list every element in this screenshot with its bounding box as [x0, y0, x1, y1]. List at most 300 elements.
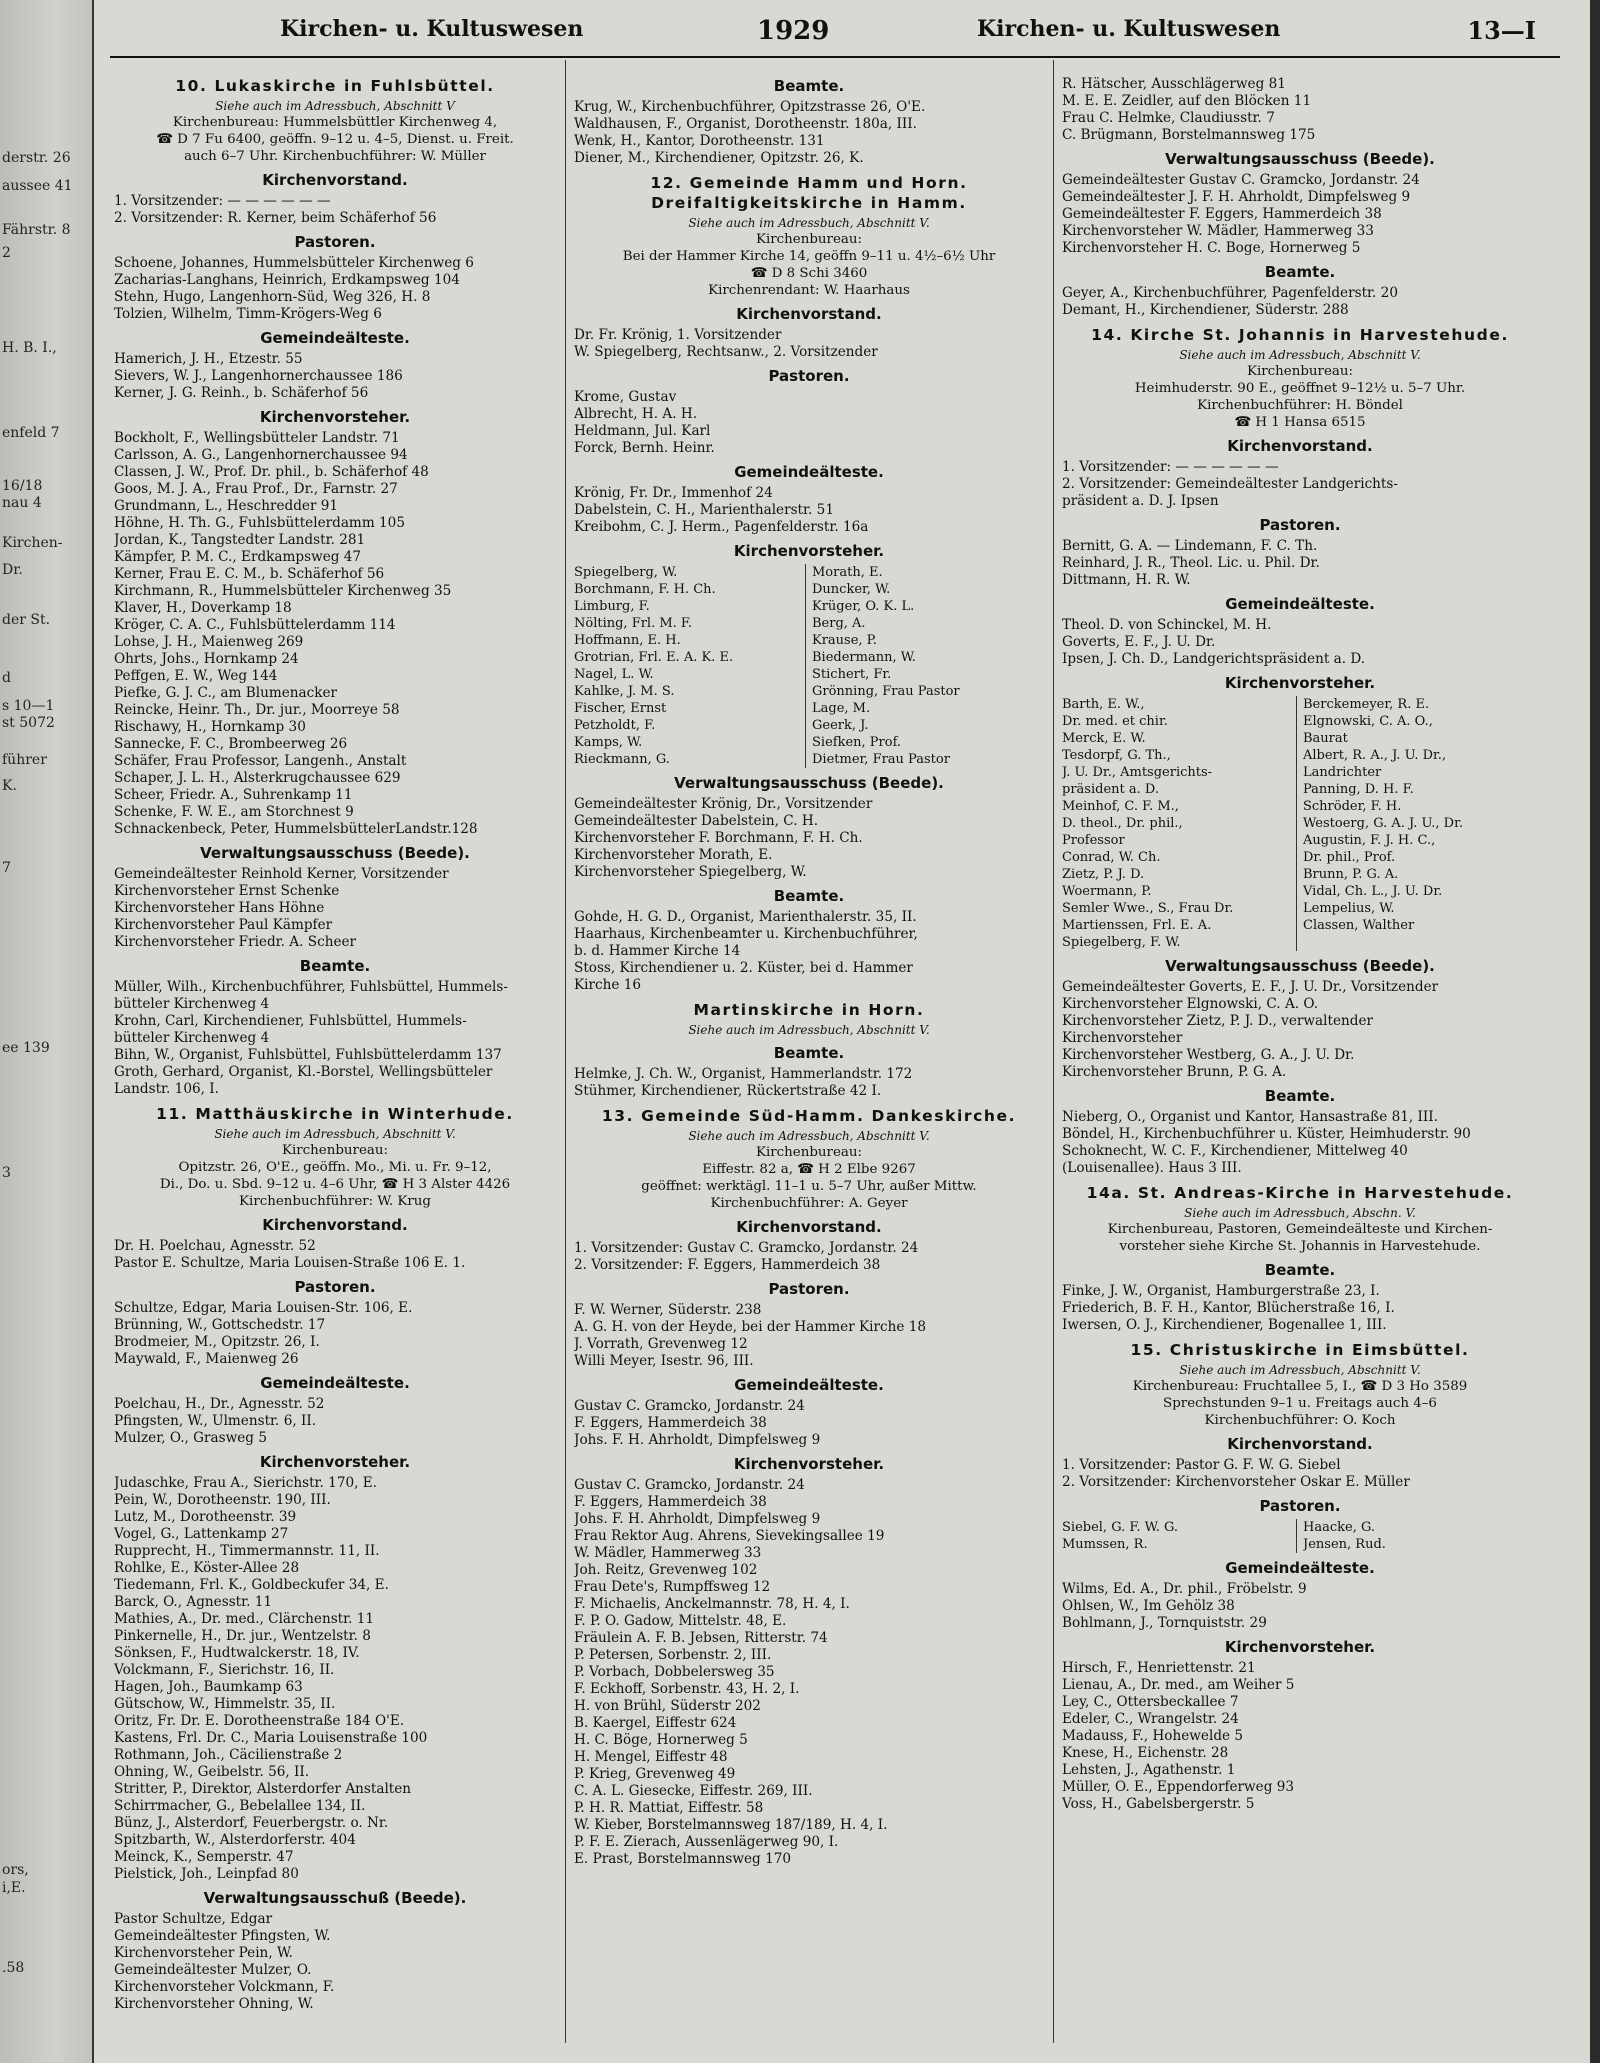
entry-line: Mulzer, O., Grasweg 5 [114, 1430, 267, 1446]
list-column [1303, 696, 1538, 951]
entry-line: W. Spiegelberg, Rechtsanw., 2. Vorsitzender [574, 344, 878, 360]
office-info: Eiffestr. 82 a, ☎ H 2 Elbe 9267 [702, 1162, 916, 1177]
column-2 [574, 70, 1044, 2043]
entry-line: Stichert, Fr. [812, 667, 892, 682]
entry-line: Tesdorpf, G. Th., [1062, 748, 1171, 763]
office-info: Kirchenbureau: [281, 1143, 388, 1158]
entry-line: Johs. F. H. Ahrholdt, Dimpfelsweg 9 [574, 1511, 821, 1527]
entry-line: Finke, J. W., Organist, Hamburgerstraße 23, I. [1062, 1283, 1380, 1299]
entry-line: Volckmann, F., Sierichstr. 16, II. [114, 1662, 335, 1678]
entry-line: bütteler Kirchenweg 4 [114, 1030, 270, 1046]
entry-line: Grundmann, L., Heschredder 91 [114, 498, 339, 514]
entry-line: 2. Vorsitzender: Kirchenvorsteher Oskar E. Müller [1062, 1474, 1410, 1490]
entry-line: Kirchmann, R., Hummelsbütteler Kirchenweg 35 [114, 583, 452, 599]
group-heading: Kirchenvorstand. [262, 1216, 408, 1234]
entry-line: 1. Vorsitzender: — — — — — — [1062, 459, 1279, 475]
group-heading: Gemeindeälteste. [260, 1374, 410, 1392]
office-info: Kirchenbureau: Hummelsbüttler Kirchenweg 4, [172, 115, 498, 130]
entry-line: Semler Wwe., S., Frau Dr. [1062, 901, 1234, 916]
church-section [574, 1106, 1044, 1868]
column-divider [565, 60, 566, 2043]
entry-line: Bockholt, F., Wellingsbütteler Landstr. 71 [114, 430, 400, 446]
entry-line: M. E. E. Zeidler, auf den Blöcken 11 [1062, 93, 1312, 109]
entry-line: Biedermann, W. [812, 650, 916, 665]
entry-group [574, 1217, 1044, 1274]
entry-line: Westoerg, G. A. J. U., Dr. [1303, 816, 1464, 831]
office-info: Kirchenbureau: [755, 1145, 862, 1160]
entry-group [114, 328, 556, 402]
entry-line: Bernitt, G. A. — Lindemann, F. C. Th. [1062, 538, 1318, 554]
entry-line: Dittmann, H. R. W. [1062, 572, 1191, 588]
entry-line: Spitzbarth, W., Alsterdorferstr. 404 [114, 1832, 356, 1848]
entry-line: Albert, R. A., J. U. Dr., [1303, 748, 1447, 763]
group-heading: Pastoren. [1259, 1497, 1341, 1515]
entry-line: Lutz, M., Dorotheenstr. 39 [114, 1509, 297, 1525]
entry-line: Woermann, P. [1062, 884, 1152, 899]
margin-fragment: .58 [2, 1960, 25, 1976]
entry-line: Kerner, J. G. Reinh., b. Schäferhof 56 [114, 385, 369, 401]
entry-line: Johs. F. H. Ahrholdt, Dimpfelsweg 9 [574, 1432, 821, 1448]
section-title: 12. Gemeinde Hamm und Horn. Dreifaltigkeitskirche in Hamm. [650, 174, 968, 212]
entry-line: Pastor E. Schultze, Maria Louisen-Straße 106 E. 1. [114, 1255, 466, 1271]
entry-line: Stritter, P., Direktor, Alsterdorfer Anstalten [114, 1781, 412, 1797]
entry-line: Kamps, W. [574, 735, 643, 750]
header-year: 1929 [757, 16, 830, 46]
entry-line: Mumssen, R. [1062, 1537, 1148, 1552]
entry-group [574, 1454, 1044, 1868]
group-heading: Verwaltungsausschuss (Beede). [674, 774, 944, 792]
see-also-note: Siehe auch im Adressbuch, Abschn. V. [1184, 1206, 1416, 1220]
entry-line: Landstr. 106, I. [114, 1081, 219, 1097]
entry-line: Gemeindeältester Goverts, E. F., J. U. Dr., Vorsitzender [1062, 979, 1439, 995]
entry-line: Gütschow, W., Himmelstr. 35, II. [114, 1696, 336, 1712]
group-heading: Verwaltungsausschuß (Beede). [203, 1889, 467, 1907]
entry-group [1062, 1496, 1538, 1553]
entry-line: Höhne, H. Th. G., Fuhlsbüttelerdamm 105 [114, 515, 405, 531]
entry-line: Kreibohm, C. J. Herm., Pagenfelderstr. 16a [574, 519, 869, 535]
entry-group [114, 232, 556, 323]
entry-line: C. A. L. Giesecke, Eiffestr. 269, III. [574, 1783, 813, 1799]
entry-line: Frau Dete's, Rumpffsweg 12 [574, 1579, 771, 1595]
entry-line: W. Mädler, Hammerweg 33 [574, 1545, 762, 1561]
entry-line: Spiegelberg, W. [574, 565, 678, 580]
entry-line: Judaschke, Frau A., Sierichstr. 170, E. [114, 1475, 378, 1491]
entry-line: A. G. H. von der Heyde, bei der Hammer Kirche 18 [574, 1319, 927, 1335]
section-title: 10. Lukaskirche in Fuhlsbüttel. [175, 77, 495, 95]
group-heading: Verwaltungsausschuss (Beede). [1165, 957, 1435, 975]
list-column [812, 564, 1044, 768]
church-section [574, 1000, 1044, 1100]
entry-line: Gemeindeältester Mulzer, O. [114, 1962, 312, 1978]
entry-line: Ipsen, J. Ch. D., Landgerichtspräsident a. D. [1062, 651, 1366, 667]
entry-line: Kahlke, J. M. S. [574, 684, 675, 699]
entry-line: Scheer, Friedr. A., Suhrenkamp 11 [114, 787, 353, 803]
column-divider [1053, 60, 1054, 2043]
entry-line: Stehn, Hugo, Langenhorn-Süd, Weg 326, H. 8 [114, 289, 431, 305]
entry-line: Ohrts, Johs., Hornkamp 24 [114, 651, 299, 667]
column-1 [114, 70, 556, 2043]
entry-line: Krohn, Carl, Kirchendiener, Fuhlsbüttel, Hummels- [114, 1013, 467, 1029]
entry-line: Rothmann, Joh., Cäcilienstraße 2 [114, 1747, 343, 1763]
entry-line: H. C. Böge, Hornerweg 5 [574, 1732, 748, 1748]
header-right: Kirchen- u. Kultuswesen [977, 16, 1281, 42]
entry-line: Theol. D. von Schinckel, M. H. [1062, 617, 1272, 633]
entry-line: Kastens, Frl. Dr. C., Maria Louisenstraße 100 [114, 1730, 428, 1746]
entry-line: Tiedemann, Frl. K., Goldbeckufer 34, E. [114, 1577, 389, 1593]
entry-line: Krause, P. [812, 633, 877, 648]
margin-fragment: der St. [2, 612, 51, 628]
entry-line: Borchmann, F. H. Ch. [574, 582, 716, 597]
entry-group [574, 462, 1044, 536]
entry-line: Stoss, Kirchendiener u. 2. Küster, bei d. Hammer [574, 960, 913, 976]
church-section [1062, 1340, 1538, 1813]
entry-group [1062, 515, 1538, 589]
entry-line: Barck, O., Agnesstr. 11 [114, 1594, 273, 1610]
list-column [1062, 696, 1297, 951]
entry-line: Meinck, K., Semperstr. 47 [114, 1849, 294, 1865]
list-column [1062, 1519, 1297, 1553]
office-info: Kirchenbureau: [1246, 364, 1353, 379]
entry-line: Jensen, Rud. [1303, 1537, 1386, 1552]
entry-line: Ohlsen, W., Im Gehölz 38 [1062, 1598, 1235, 1614]
entry-line: Kirchenvorsteher Zietz, P. J. D., verwaltender [1062, 1013, 1374, 1029]
entry-line: Voss, H., Gabelsbergerstr. 5 [1062, 1796, 1255, 1812]
entry-line: Vogel, G., Lattenkamp 27 [114, 1526, 289, 1542]
entry-line: Gemeindeältester Pfingsten, W. [114, 1928, 331, 1944]
group-heading: Beamte. [299, 957, 371, 975]
section-title: 13. Gemeinde Süd-Hamm. Dankeskirche. [601, 1107, 1017, 1125]
group-heading: Beamte. [773, 1044, 845, 1062]
entry-line: Grotrian, Frl. E. A. K. E. [574, 650, 734, 665]
church-section [1062, 325, 1538, 1177]
entry-group [114, 407, 556, 838]
entry-line: Demant, H., Kirchendiener, Süderstr. 288 [1062, 302, 1349, 318]
entry-line: 1. Vorsitzender: — — — — — — [114, 193, 331, 209]
entry-line: F. Eggers, Hammerdeich 38 [574, 1415, 767, 1431]
entry-group [1062, 594, 1538, 668]
entry-line: Brunn, P. G. A. [1303, 867, 1399, 882]
list-column [1303, 1519, 1538, 1553]
entry-group [574, 773, 1044, 881]
entry-line: Dabelstein, C. H., Marienthalerstr. 51 [574, 502, 834, 518]
group-heading: Pastoren. [768, 367, 850, 385]
entry-line: Lage, M. [812, 701, 871, 716]
office-info: ☎ D 7 Fu 6400, geöffn. 9–12 u. 4–5, Dienst. u. Freit. [156, 132, 514, 147]
entry-line: B. Kaergel, Eiffestr 624 [574, 1715, 737, 1731]
margin-fragment: 16/18 [2, 478, 43, 494]
office-info: Sprechstunden 9–1 u. Freitags auch 4–6 [1163, 1396, 1437, 1411]
entry-group [1062, 1434, 1538, 1491]
entry-line: Wenk, H., Kantor, Dorotheenstr. 131 [574, 133, 825, 149]
entry-line: Kirchenvorsteher Ohning, W. [114, 1996, 314, 2012]
entry-line: Fräulein A. F. B. Jebsen, Ritterstr. 74 [574, 1630, 828, 1646]
margin-fragment: 3 [2, 1165, 11, 1181]
margin-fragment: i,E. [2, 1880, 26, 1896]
two-column-list [574, 564, 1044, 768]
section-title: Martinskirche in Horn. [693, 1001, 925, 1019]
group-heading: Beamte. [773, 887, 845, 905]
entry-line: Pastor Schultze, Edgar [114, 1911, 273, 1927]
office-info: geöffnet: werktägl. 11–1 u. 5–7 Uhr, außer Mittw. [641, 1179, 977, 1194]
entry-line: Panning, D. H. F. [1303, 782, 1414, 797]
church-section [1062, 1183, 1538, 1334]
church-section [1062, 76, 1538, 319]
entry-line: Heldmann, Jul. Karl [574, 423, 711, 439]
entry-line: Kirchenvorsteher Volckmann, F. [114, 1979, 335, 1995]
entry-line: 1. Vorsitzender: Gustav C. Gramcko, Jordanstr. 24 [574, 1240, 919, 1256]
adjacent-page-margin [0, 0, 94, 2063]
margin-fragment: enfeld 7 [2, 425, 60, 441]
entry-line: C. Brügmann, Borstelmannsweg 175 [1062, 127, 1316, 143]
entry-line: Kirchenvorsteher Brunn, P. G. A. [1062, 1064, 1287, 1080]
entry-line: Tolzien, Wilhelm, Timm-Krögers-Weg 6 [114, 306, 382, 322]
entry-group [114, 1277, 556, 1368]
office-info: auch 6–7 Uhr. Kirchenbuchführer: W. Müller [184, 149, 486, 164]
entry-line: F. Eggers, Hammerdeich 38 [574, 1494, 767, 1510]
entry-line: Diener, M., Kirchendiener, Opitzstr. 26, K. [574, 150, 864, 166]
entry-line: Edeler, C., Wrangelstr. 24 [1062, 1711, 1239, 1727]
entry-line: P. Krieg, Grevenweg 49 [574, 1766, 736, 1782]
entry-line: Gemeindeältester Dabelstein, C. H. [574, 813, 819, 829]
group-heading: Beamte. [773, 77, 845, 95]
group-heading: Gemeindeälteste. [260, 329, 410, 347]
office-info: Bei der Hammer Kirche 14, geöffn 9–11 u. 4½–6½ Uhr [622, 249, 996, 264]
group-heading: Kirchenvorstand. [736, 305, 882, 323]
entry-line: Poelchau, H., Dr., Agnesstr. 52 [114, 1396, 325, 1412]
entry-line: Klaver, H., Doverkamp 18 [114, 600, 292, 616]
group-heading: Kirchenvorsteher. [1224, 674, 1376, 692]
entry-group [574, 76, 1044, 167]
entry-line: bütteler Kirchenweg 4 [114, 996, 270, 1012]
office-info: Kirchenbuchführer: O. Koch [1204, 1413, 1396, 1428]
entry-line: Pfingsten, W., Ulmenstr. 6, II. [114, 1413, 317, 1429]
entry-line: Dr. H. Poelchau, Agnesstr. 52 [114, 1238, 316, 1254]
see-also-note: Siehe auch im Adressbuch, Abschnitt V. [214, 1127, 456, 1141]
group-heading: Pastoren. [294, 233, 376, 251]
entry-line: Kirchenvorsteher Elgnowski, C. A. O. [1062, 996, 1319, 1012]
entry-line: Rupprecht, H., Timmermannstr. 11, II. [114, 1543, 380, 1559]
entry-line: Dr. phil., Prof. [1303, 850, 1396, 865]
entry-line: Vidal, Ch. L., J. U. Dr. [1303, 884, 1443, 899]
entry-line: Classen, Walther [1303, 918, 1415, 933]
entry-line: H. Mengel, Eiffestr 48 [574, 1749, 728, 1765]
margin-fragment: Kirchen- [2, 535, 63, 551]
margin-fragment: Fährstr. 8 [2, 222, 71, 238]
entry-group [1062, 1260, 1538, 1334]
entry-line: Kirchenvorsteher Westberg, G. A., J. U. Dr. [1062, 1047, 1355, 1063]
page-number: 13—I [1467, 16, 1536, 45]
entry-line: Krüger, O. K. L. [812, 599, 915, 614]
entry-line: Martienssen, Frl. E. A. [1062, 918, 1212, 933]
entry-line: P. F. E. Zierach, Aussenlägerweg 90, I. [574, 1834, 839, 1850]
entry-group [1062, 436, 1538, 510]
entry-line: Schirrmacher, G., Bebelallee 134, II. [114, 1798, 366, 1814]
office-info: Kirchenbuchführer: W. Krug [239, 1194, 431, 1209]
entry-line: Waldhausen, F., Organist, Dorotheenstr. 180a, III. [574, 116, 917, 132]
page-edge-shadow [1590, 0, 1600, 2063]
office-info: Kirchenbureau, Pastoren, Gemeindeälteste und Kirchen- [1107, 1222, 1493, 1237]
entry-line: Sönksen, F., Hudtwalckerstr. 18, IV. [114, 1645, 360, 1661]
entry-line: Zietz, P. J. D. [1062, 867, 1145, 882]
entry-line: Lempelius, W. [1303, 901, 1395, 916]
entry-line: Schoene, Johannes, Hummelsbütteler Kirchenweg 6 [114, 255, 474, 271]
entry-line: Kirchenvorsteher Pein, W. [114, 1945, 293, 1961]
group-heading: Pastoren. [294, 1278, 376, 1296]
margin-fragment: ors, [2, 1862, 29, 1878]
group-heading: Beamte. [1264, 1087, 1336, 1105]
entry-line: Carlsson, A. G., Langenhornerchaussee 94 [114, 447, 408, 463]
group-heading: Gemeindeälteste. [1225, 595, 1375, 613]
entry-line: Dietmer, Frau Pastor [812, 752, 950, 767]
list-column [574, 564, 806, 768]
entry-line: Hoffmann, E. H. [574, 633, 681, 648]
entry-line: Hamerich, J. H., Etzestr. 55 [114, 351, 303, 367]
entry-line: Dr. med. et chir. [1062, 714, 1168, 729]
entry-group [114, 956, 556, 1098]
entry-line: Sievers, W. J., Langenhornerchaussee 186 [114, 368, 403, 384]
see-also-note: Siehe auch im Adressbuch, Abschnitt V. [688, 1023, 930, 1037]
entry-line: P. Petersen, Sorbenstr. 2, III. [574, 1647, 772, 1663]
entry-line: Conrad, W. Ch. [1062, 850, 1161, 865]
entry-line: Nölting, Frl. M. F. [574, 616, 693, 631]
entry-line: Hirsch, F., Henriettenstr. 21 [1062, 1660, 1256, 1676]
entry-line: E. Prast, Borstelmannsweg 170 [574, 1851, 792, 1867]
entry-line: Krome, Gustav [574, 389, 677, 405]
entry-line: 1. Vorsitzender: Pastor G. F. W. G. Siebel [1062, 1457, 1341, 1473]
entry-line: Rieckmann, G. [574, 752, 670, 767]
entry-line: Kirchenvorsteher F. Borchmann, F. H. Ch. [574, 830, 863, 846]
margin-fragment: 2 [2, 245, 11, 261]
margin-fragment: K. [2, 778, 17, 794]
two-column-list [1062, 1519, 1538, 1553]
entry-line: Kirchenvorsteher Morath, E. [574, 847, 773, 863]
entry-line: Kirchenvorsteher Paul Kämpfer [114, 917, 333, 933]
entry-group [1062, 76, 1538, 144]
entry-line: Classen, J. W., Prof. Dr. phil., b. Schäferhof 48 [114, 464, 429, 480]
group-heading: Beamte. [1264, 263, 1336, 281]
entry-line: Ohning, W., Geibelstr. 56, II. [114, 1764, 310, 1780]
entry-line: Bünz, J., Alsterdorf, Feuerbergstr. o. Nr. [114, 1815, 389, 1831]
entry-line: Iwersen, O. J., Kirchendiener, Bogenallee 1, III. [1062, 1317, 1387, 1333]
entry-line: Forck, Bernh. Heinr. [574, 440, 715, 456]
office-info: Opitzstr. 26, O'E., geöffn. Mo., Mi. u. Fr. 9–12, [178, 1160, 492, 1175]
group-heading: Kirchenvorsteher. [733, 1455, 885, 1473]
entry-line: Reincke, Heinr. Th., Dr. jur., Moorreye 58 [114, 702, 400, 718]
entry-line: Wilms, Ed. A., Dr. phil., Fröbelstr. 9 [1062, 1581, 1307, 1597]
entry-group [574, 541, 1044, 768]
office-info: Heimhuderstr. 90 E., geöffnet 9–12½ u. 5–7 Uhr. [1134, 381, 1466, 396]
entry-line: Piefke, G. J. C., am Blumenacker [114, 685, 338, 701]
entry-line: Groth, Gerhard, Organist, Kl.-Borstel, Wellingsbütteler [114, 1064, 493, 1080]
entry-line: Nieberg, O., Organist und Kantor, Hansastraße 81, III. [1062, 1109, 1438, 1125]
entry-line: Schäfer, Frau Professor, Langenh., Anstalt [114, 753, 407, 769]
office-info: Kirchenbuchführer: A. Geyer [710, 1196, 908, 1211]
entry-line: Siebel, G. F. W. G. [1062, 1520, 1179, 1535]
entry-line: Gemeindeältester Gustav C. Gramcko, Jordanstr. 24 [1062, 172, 1420, 188]
entry-line: Kirchenvorsteher H. C. Boge, Hornerweg 5 [1062, 240, 1361, 256]
entry-group [1062, 262, 1538, 319]
header-rule [110, 56, 1560, 58]
entry-group [574, 366, 1044, 457]
entry-line: Albrecht, H. A. H. [574, 406, 698, 422]
entry-line: Gemeindeältester Krönig, Dr., Vorsitzender [574, 796, 873, 812]
entry-line: D. theol., Dr. phil., [1062, 816, 1183, 831]
entry-line: W. Kieber, Borstelmannsweg 187/189, H. 4, I. [574, 1817, 888, 1833]
entry-group [574, 304, 1044, 361]
see-also-note: Siehe auch im Adressbuch, Abschnitt V. [688, 1129, 930, 1143]
entry-line: Oritz, Fr. Dr. E. Dorotheenstraße 184 O'E. [114, 1713, 405, 1729]
group-heading: Kirchenvorsteher. [259, 408, 411, 426]
margin-fragment: st 5072 [2, 715, 55, 731]
entry-line: Peffgen, E. W., Weg 144 [114, 668, 278, 684]
entry-group [1062, 1558, 1538, 1632]
entry-line: Bihn, W., Organist, Fuhlsbüttel, Fuhlsbüttelerdamm 137 [114, 1047, 502, 1063]
entry-line: präsident a. D. J. Ipsen [1062, 493, 1219, 509]
entry-line: Krönig, Fr. Dr., Immenhof 24 [574, 485, 773, 501]
entry-line: Schaper, J. L. H., Alsterkrugchaussee 629 [114, 770, 401, 786]
entry-line: Bohlmann, J., Tornquiststr. 29 [1062, 1615, 1267, 1631]
entry-group [114, 1452, 556, 1883]
entry-line: Gemeindeältester F. Eggers, Hammerdeich 38 [1062, 206, 1382, 222]
church-section [574, 76, 1044, 167]
entry-line: Mathies, A., Dr. med., Clärchenstr. 11 [114, 1611, 375, 1627]
entry-line: Sannecke, F. C., Brombeerweg 26 [114, 736, 348, 752]
section-title: 14. Kirche St. Johannis in Harvestehude. [1091, 326, 1509, 344]
group-heading: Kirchenvorsteher. [1224, 1638, 1376, 1656]
entry-line: P. H. R. Mattiat, Eiffestr. 58 [574, 1800, 764, 1816]
group-heading: Kirchenvorstand. [1227, 1435, 1373, 1453]
entry-line: Kirchenvorsteher Hans Höhne [114, 900, 325, 916]
entry-line: Goverts, E. F., J. U. Dr. [1062, 634, 1216, 650]
entry-line: Böndel, H., Kirchenbuchführer u. Küster, Heimhuderstr. 90 [1062, 1126, 1471, 1142]
entry-group [574, 1375, 1044, 1449]
entry-line: (Louisenallee). Haus 3 III. [1062, 1160, 1242, 1176]
entry-line: Geyer, A., Kirchenbuchführer, Pagenfelderstr. 20 [1062, 285, 1398, 301]
entry-line: Siefken, Prof. [812, 735, 902, 750]
group-heading: Gemeindeälteste. [1225, 1559, 1375, 1577]
entry-line: Elgnowski, C. A. O., [1303, 714, 1433, 729]
running-header [280, 16, 1546, 56]
entry-line: 2. Vorsitzender: R. Kerner, beim Schäferhof 56 [114, 210, 437, 226]
section-title: 15. Christuskirche in Eimsbüttel. [1130, 1341, 1470, 1359]
entry-line: Knese, H., Eichenstr. 28 [1062, 1745, 1229, 1761]
group-heading: Kirchenvorsteher. [733, 542, 885, 560]
entry-line: Geerk, J. [812, 718, 869, 733]
church-section [574, 173, 1044, 994]
entry-group [1062, 673, 1538, 951]
entry-line: Frau Rektor Aug. Ahrens, Sievekingsallee 19 [574, 1528, 885, 1544]
entry-line: Ley, C., Ottersbeckallee 7 [1062, 1694, 1239, 1710]
entry-line: Lienau, A., Dr. med., am Weiher 5 [1062, 1677, 1295, 1693]
entry-group [574, 1279, 1044, 1370]
office-info: Kirchenbureau: Fruchtallee 5, I., ☎ D 3 Ho 3589 [1132, 1379, 1468, 1394]
entry-group [1062, 1086, 1538, 1177]
column-3 [1062, 70, 1538, 2043]
group-heading: Pastoren. [1259, 516, 1341, 534]
entry-line: Berg, A. [812, 616, 866, 631]
margin-fragment: s 10—1 [2, 698, 55, 714]
margin-fragment: nau 4 [2, 495, 42, 511]
entry-line: Kirchenvorsteher Ernst Schenke [114, 883, 340, 899]
margin-fragment: führer [2, 752, 47, 768]
entry-line: J. Vorrath, Grevenweg 12 [574, 1336, 748, 1352]
entry-line: Barth, E. W., [1062, 697, 1145, 712]
entry-group [574, 1043, 1044, 1100]
entry-line: R. Hätscher, Ausschlägerweg 81 [1062, 76, 1286, 92]
entry-line: P. Vorbach, Dobbelersweg 35 [574, 1664, 775, 1680]
entry-line: Kirchenvorsteher [1062, 1030, 1183, 1046]
group-heading: Gemeindeälteste. [734, 1376, 884, 1394]
